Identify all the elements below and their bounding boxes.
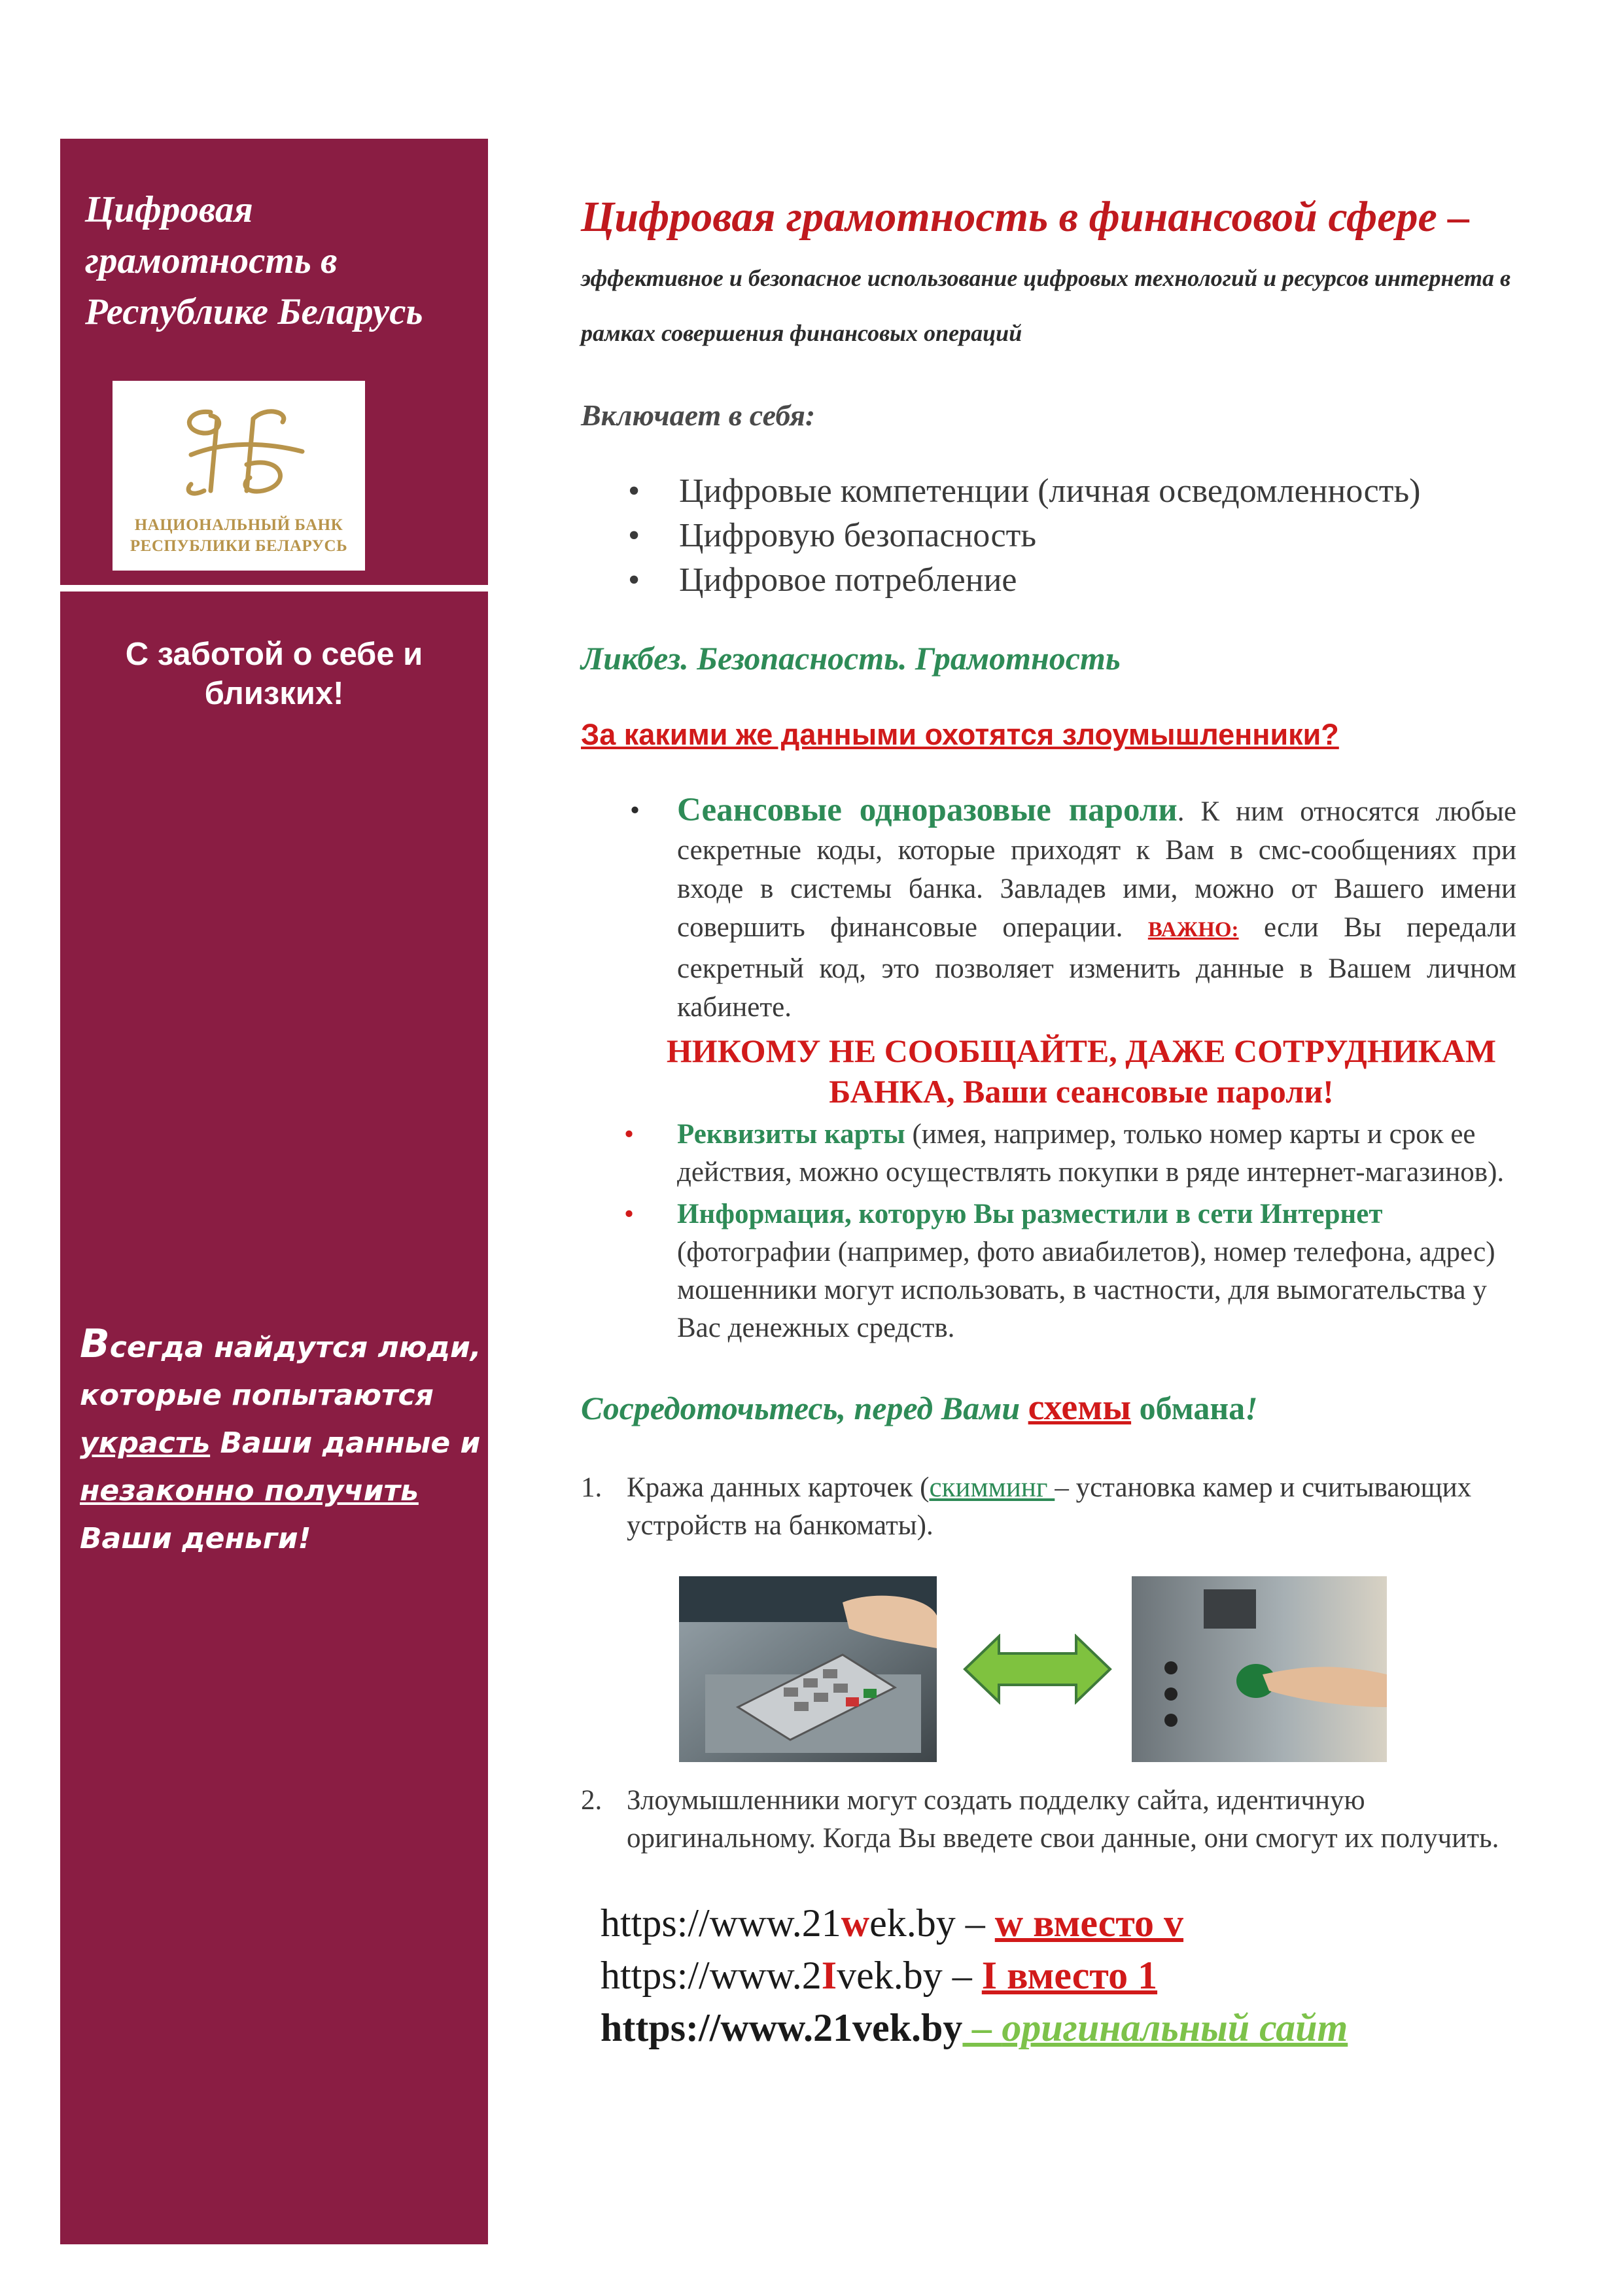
warn-text: если Вы передали секретный код, это позволяет изменить данные в Вашем личном кабинете.	[677, 912, 1516, 1023]
item-text-post: – установка камер и считывающих устройств на банкоматы).	[627, 1472, 1472, 1541]
main-title	[581, 190, 1516, 355]
logo-caption-line2: РЕСПУБЛИКИ БЕЛАРУСЬ	[130, 537, 348, 555]
double-arrow-icon	[962, 1634, 1113, 1704]
schemes-pre: Сосредоточьтесь, перед Вами	[581, 1390, 1028, 1426]
quote-part3: Ваши деньги!	[80, 1522, 311, 1555]
item-text: (фотографии (например, фото авиабилетов), номер телефона, адрес) мошенники могут использовать, в частности, для вымогательства у Вас денежных средств.	[677, 1237, 1495, 1343]
skimming-photos	[581, 1576, 1516, 1762]
url-example-w	[601, 1897, 1516, 1949]
sidebar-divider	[60, 585, 488, 592]
item-heading: Реквизиты карты	[677, 1119, 905, 1150]
item-heading: Информация, которую Вы разместили в сети Интернет	[677, 1199, 1383, 1229]
list-item: • Цифровое потребление	[581, 558, 1516, 603]
sidebar-quote	[80, 1320, 485, 1563]
list-item-card-details	[581, 1116, 1516, 1192]
national-bank-logo	[113, 381, 365, 571]
url-part: https://www.21	[601, 1901, 841, 1945]
motto: Ликбез. Безопасность. Грамотность	[581, 640, 1121, 677]
list-item: • Цифровую безопасность	[581, 514, 1516, 558]
includes-list	[581, 469, 1516, 603]
otp-heading: Сеансовые одноразовые пароли	[677, 792, 1178, 828]
main-definition: эффективное и безопасное использование цифровых технологий и ресурсов интернета в рамках совершения финансовых операций	[581, 265, 1511, 346]
logo-caption-line1: НАЦИОНАЛЬНЫЙ БАНК	[134, 516, 343, 534]
quote-underlined-1: украсть	[80, 1426, 211, 1460]
item-text-pre: Кража данных карточек (	[627, 1472, 930, 1503]
numbered-item-fake-site	[581, 1782, 1516, 1858]
url-highlight: w	[841, 1901, 870, 1945]
url-note: оригинальный сайт	[1002, 2006, 1348, 2049]
list-item: • Цифровые компетенции (личная осведомленность)	[581, 469, 1516, 514]
sidebar-slogan: С заботой о себе и близких!	[125, 637, 423, 711]
item-number: 2.	[581, 1785, 602, 1816]
item-text: (имея, например, только номер карты и срок ее действия, можно осуществлять покупки в ряде интернет-магазинов).	[677, 1119, 1505, 1188]
url-part: https://www.2	[601, 1954, 822, 1997]
sidebar	[60, 139, 488, 2244]
quote-part1: сегда найдутся люди, которые попытаются	[80, 1331, 481, 1412]
main-content	[581, 190, 1516, 2054]
alert-text: НИКОМУ НЕ СООБЩАЙТЕ, ДАЖЕ СОТРУДНИКАМ БАНКА, Ваши сеансовые пароли!	[666, 1033, 1497, 1110]
bullet-icon: •	[624, 1199, 635, 1229]
quote-part2: Ваши данные и	[210, 1426, 481, 1460]
includes-label: Включает в себя:	[581, 398, 816, 432]
list-item-internet-info	[581, 1195, 1516, 1347]
otp-text: . К ним относятся любые секретные коды, которые приходят к Вам в смс-сообщениях при входе в системы банка. Завладев ими, можно от Вашего имени совершить финансовые операции.	[677, 796, 1516, 943]
warn-label: ВАЖНО:	[1147, 918, 1239, 942]
schemes-red: схемы	[1028, 1387, 1132, 1428]
logo-caption	[113, 515, 365, 557]
quote-first-letter: В	[80, 1321, 110, 1367]
numbered-item-skimming	[581, 1469, 1516, 1545]
atm-skimmer-photo	[679, 1576, 937, 1762]
schemes-post: обмана	[1131, 1390, 1246, 1426]
question-heading: За какими же данными охотятся злоумышленники?	[581, 718, 1339, 751]
url-part: vek.by –	[837, 1954, 982, 1997]
url-part: ek.by –	[869, 1901, 995, 1945]
url-dash: –	[962, 2006, 1002, 2049]
nb-monogram-icon	[113, 393, 365, 504]
url-highlight: I	[821, 1954, 837, 1997]
main-title-text: Цифровая грамотность в финансовой сфере –	[581, 193, 1470, 241]
bullet-icon: •	[630, 795, 640, 826]
url-note: w вместо v	[994, 1901, 1184, 1945]
schemes-excl: !	[1245, 1390, 1258, 1426]
quote-underlined-2: незаконно получить	[80, 1474, 419, 1508]
url-original[interactable]: https://www.21vek.by	[601, 2006, 963, 2049]
skimming-link[interactable]: скимминг	[929, 1472, 1055, 1503]
schemes-heading	[581, 1386, 1516, 1428]
url-example-i	[601, 1949, 1516, 2002]
bullet-icon: •	[624, 1119, 635, 1150]
otp-paragraph	[581, 791, 1516, 1027]
url-note: I вместо 1	[981, 1954, 1158, 1997]
atm-card-slot-photo	[1132, 1576, 1387, 1762]
url-example-original	[601, 2002, 1516, 2054]
url-examples	[581, 1897, 1516, 2054]
item-text: Злоумышленники могут создать подделку сайта, идентичную оригинальному. Когда Вы введете свои данные, они смогут их получить.	[627, 1785, 1499, 1854]
item-number: 1.	[581, 1472, 602, 1503]
sidebar-title: Цифровая грамотность в Республике Беларусь	[85, 189, 423, 332]
